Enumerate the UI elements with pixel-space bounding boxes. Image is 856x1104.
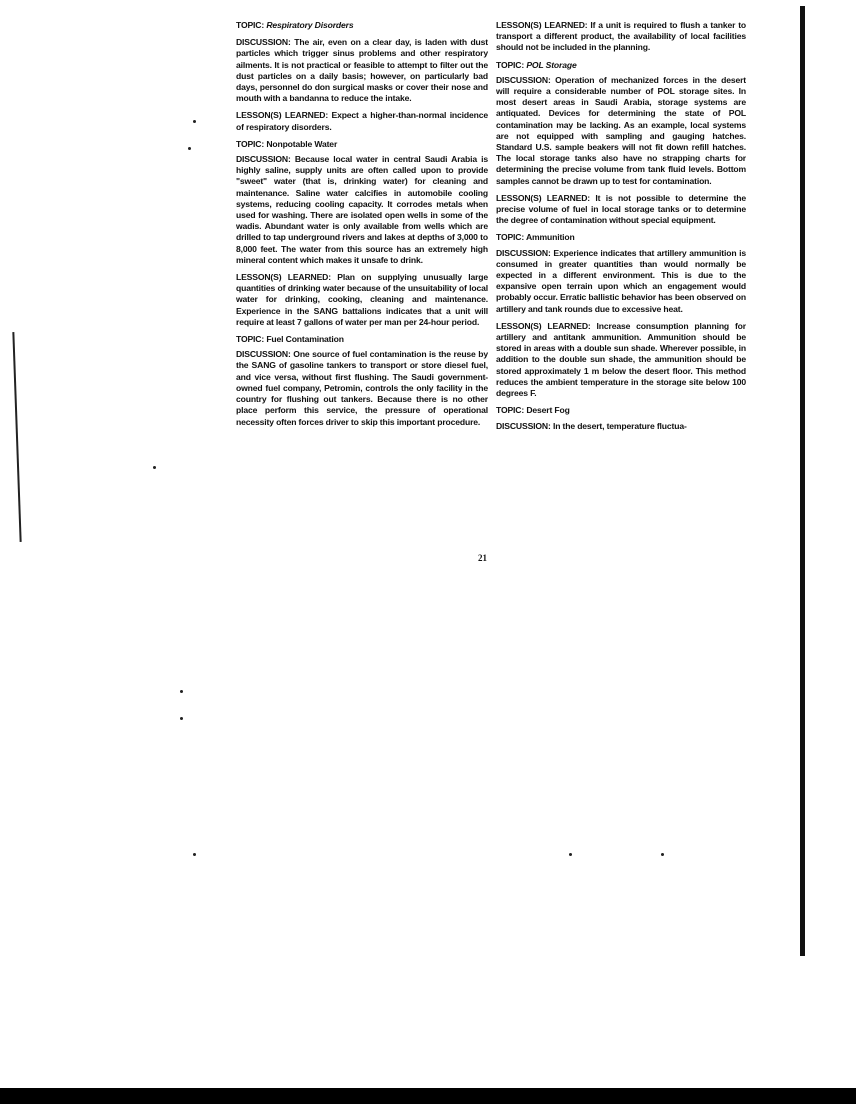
lesson-respiratory: LESSON(S) LEARNED: Expect a higher-than-normal incidence of respiratory disorders. xyxy=(236,110,488,132)
page-number: 21 xyxy=(478,553,487,563)
lesson-ammunition: LESSON(S) LEARNED: Increase consumption planning for artillery and antitank ammunition. Ammunition should be stored in areas with a double sun shade. Wherever possible, in addition to the double sun shade, the ammunition should be stored approximately 1 m below the desert floor. This method reduces the ambient temperature in the storage site below 100 degrees F. xyxy=(496,320,746,399)
discussion-ammunition: DISCUSSION: Experience indicates that artillery ammunition is consumed in greater quantities than would normally be expected in a different environment. This is due to the expansive open terrain upon which an engagement would probably occur. Erratic ballistic behavior has been observed on artillery and tank rounds due to excessive heat. xyxy=(496,247,746,314)
lesson-pol-storage: LESSON(S) LEARNED: It is not possible to determine the precise volume of fuel in local storage tanks or to determine the degree of contamination without special equipment. xyxy=(496,192,746,226)
discussion-desert-fog: DISCUSSION: In the desert, temperature fluctua- xyxy=(496,420,687,431)
topic-nonpotable-water: TOPIC: Nonpotable Water xyxy=(236,138,338,149)
scan-speck xyxy=(188,147,191,150)
topic-pol-storage: TOPIC: POL Storage xyxy=(496,59,577,70)
left-column xyxy=(236,20,488,434)
topic-respiratory: TOPIC: Respiratory Disorders xyxy=(236,20,354,30)
topic-fuel-contamination: TOPIC: Fuel Contamination xyxy=(236,334,344,345)
scan-speck xyxy=(153,466,156,469)
scan-speck xyxy=(180,690,183,693)
scan-speck xyxy=(661,853,664,856)
right-scan-border xyxy=(800,6,805,956)
scan-speck xyxy=(180,717,183,720)
scan-speck xyxy=(569,853,572,856)
left-scan-line xyxy=(12,332,21,542)
lesson-nonpotable-water: LESSON(S) LEARNED: Plan on supplying unusually large quantities of drinking water because of the unsuitability of local water for drinking, cooking, cleaning and maintenance. Experience in the SANG battalions indicates that a unit will require at least 7 gallons of water per man per 24-hour period. xyxy=(236,272,488,327)
scan-speck xyxy=(193,120,196,123)
topic-desert-fog: TOPIC: Desert Fog xyxy=(496,405,570,416)
discussion-respiratory: DISCUSSION: The air, even on a clear day, is laden with dust particles which trigger sinus problems and other respiratory ailments. It is not practical or feasible to attempt to filter out the dust particles on a daily basis; however, on particularly bad days, personnel do don surgical masks or cover their nose and mouth with a bandanna to reduce the intake. xyxy=(236,37,488,104)
discussion-pol-storage: DISCUSSION: Operation of mechanized forces in the desert will require a considerable number of POL storage sites. In most desert areas in Saudi Arabia, storage systems are antiquated. Devices for determining the state of POL contamination may be lacking. As an example, local systems are not equipped with sampling and gauging hatches. Standard U.S. sample beakers will not fit down refill hatches. The local storage tanks also have no strapping charts for determining the precise volume from tank fluid levels. Bottom samples cannot be drawn up to test for contamination. xyxy=(496,74,746,186)
discussion-fuel-contamination: DISCUSSION: One source of fuel contamination is the reuse by the SANG of gasoline tankers to transport or store diesel fuel, and vice versa, without first flushing. The Saudi government-owned fuel company, Petromin, controls the only facility in the country for flushing out tankers. Because there is no other place perform this service, the pressure of operational necessity often forces driver to skip this important procedure. xyxy=(236,349,488,427)
scan-speck xyxy=(193,853,196,856)
discussion-nonpotable-water: DISCUSSION: Because local water in central Saudi Arabia is highly saline, supply units are often called upon to provide "sweet" water (that is, drinking water) for cleaning and maintenance. Saline water calcifies in automobile cooling systems, reducing cooling capacity. It corrodes metals when used for washing. There are isolated open wells in some of the wadis. Abundant water is only available from wells which are drilled to tap underground rivers and lakes at depths of 3,000 to 8,000 feet. The water from this source has an extremely high mineral content which makes it unsafe to drink. xyxy=(236,154,488,265)
bottom-scan-border xyxy=(0,1088,856,1104)
lesson-fuel-contamination: LESSON(S) LEARNED: If a unit is required to flush a tanker to transport a different product, the availability of local facilities should not be included in the planning. xyxy=(496,20,747,53)
right-column xyxy=(496,20,746,438)
topic-ammunition: TOPIC: Ammunition xyxy=(496,232,575,243)
